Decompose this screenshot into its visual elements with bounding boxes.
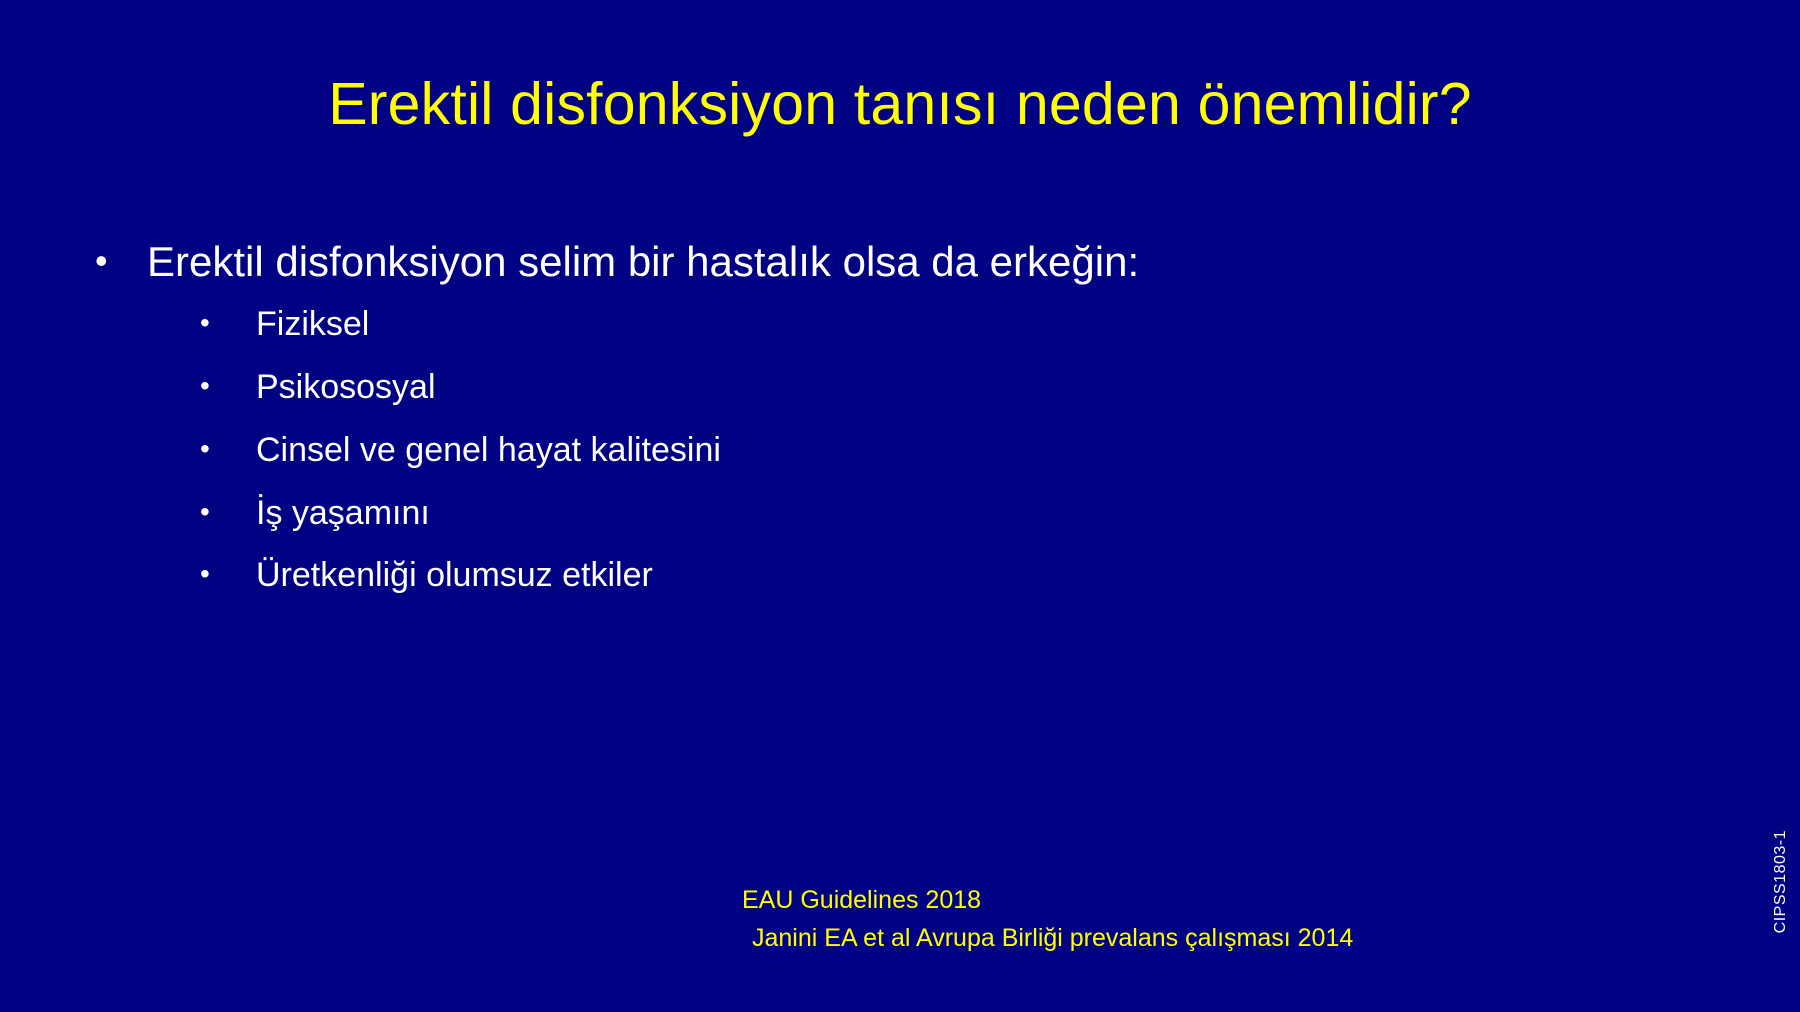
bullet-icon: • [200, 558, 210, 590]
list-item-label: Psikososyal [256, 368, 436, 407]
list-item [95, 430, 1695, 471]
page-title: Erektil disfonksiyon tanısı neden önemlidir? [328, 71, 1472, 137]
list-item-label: Üretkenliği olumsuz etkiler [256, 556, 653, 595]
list-item [95, 238, 1695, 286]
list-item-label: Fiziksel [256, 305, 370, 344]
slide-code-label: CIPSS1803-1 [1772, 830, 1789, 934]
list-item-label: Cinsel ve genel hayat kalitesini [256, 430, 721, 469]
list-item-label: İş yaşamını [256, 493, 430, 532]
bullet-icon: • [95, 240, 108, 281]
list-item [95, 367, 1695, 408]
bullet-icon: • [200, 495, 210, 527]
list-item [95, 555, 1695, 596]
bullet-icon: • [200, 432, 210, 464]
bullet-icon: • [200, 307, 210, 339]
sub-list [95, 304, 1695, 596]
bullet-icon: • [200, 370, 210, 402]
reference-line-2: Janini EA et al Avrupa Birliği prevalans çalışması 2014 [752, 923, 1354, 952]
list-item-label: Erektil disfonksiyon selim bir hastalık olsa da erkeğin: [147, 238, 1140, 285]
list-item [95, 493, 1695, 534]
reference-line-1: EAU Guidelines 2018 [742, 886, 982, 914]
slide-body [95, 238, 1695, 618]
reference-block [742, 882, 1353, 957]
list-item [95, 304, 1695, 345]
